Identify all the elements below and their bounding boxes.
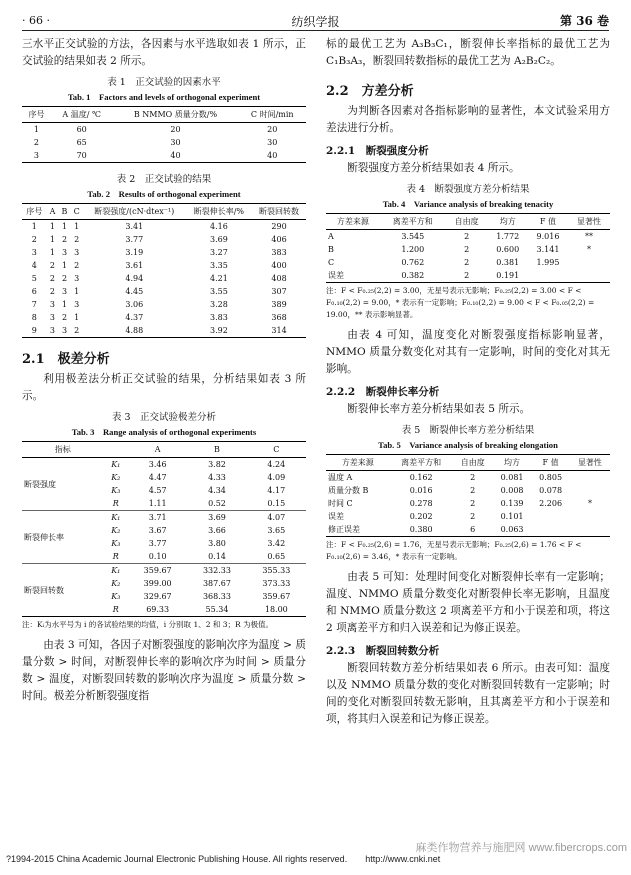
- table-cell: 2: [49, 287, 55, 296]
- table-header: A 温度/ ℃: [51, 107, 112, 123]
- table-cell: 3.19: [125, 248, 144, 257]
- table-cell: 3: [49, 313, 55, 322]
- table-cell: 8: [31, 313, 37, 322]
- table-cell: 4.94: [125, 274, 144, 283]
- table-cell: 2: [61, 313, 68, 322]
- table-cell: 387.67: [202, 579, 231, 588]
- table-cell: 0.191: [496, 271, 520, 280]
- table-cell: 1.200: [401, 245, 425, 254]
- table5-caption-en: Tab. 5 Variance analysis of breaking elongation: [378, 440, 558, 450]
- table-cell: 0.52: [187, 497, 246, 511]
- table-cell: 2: [74, 326, 80, 335]
- table-cell: 1: [33, 125, 39, 134]
- paragraph: 标的最优工艺为 A₃B₃C₁，断裂伸长率指标的最优工艺为 C₁B₃A₃，断裂回转数指标的最优工艺为 A₂B₂C₂。: [326, 38, 610, 67]
- table-row: [22, 511, 306, 525]
- table-cell: K₃: [111, 592, 121, 601]
- table-cell: 3.141: [536, 245, 560, 254]
- page-header: [22, 8, 609, 31]
- subsection-heading: 2.2.3 断裂回转数分析: [326, 645, 440, 657]
- table1-caption-en: Tab. 1 Factors and levels of orthogonal experiment: [67, 92, 261, 102]
- table-cell: 359.67: [262, 592, 291, 601]
- table-cell: 0.381: [496, 258, 520, 267]
- table-header: C: [71, 204, 83, 220]
- table-cell: 60: [76, 125, 87, 134]
- table-cell: 65: [76, 138, 87, 147]
- table-cell: 0.15: [247, 497, 306, 511]
- table-cell: 4.45: [125, 287, 144, 296]
- table-cell: [570, 471, 610, 485]
- table-cell: 4.16: [209, 222, 228, 231]
- table1: [22, 106, 306, 163]
- table-header: [104, 442, 128, 458]
- table-cell: [570, 484, 610, 497]
- table-cell: 1: [61, 261, 68, 270]
- table-cell: 0.278: [409, 499, 433, 508]
- table-cell: 4.17: [267, 486, 286, 495]
- table5-note: 注：F < F₀.₂₅(2,6) = 1.76，无星号表示无影响；F₀.₂₅(2,6) = 1.76 < F < F₀.₁₀(2,6) = 3.46，* 表示有一定影响。: [326, 540, 582, 561]
- table-row: [326, 497, 610, 510]
- table-cell: 3.55: [209, 287, 228, 296]
- table-cell: 3: [74, 274, 80, 283]
- table-row: [22, 259, 306, 272]
- table-cell: **: [585, 232, 594, 241]
- table2: [22, 203, 306, 338]
- table-cell: 4.09: [267, 473, 286, 482]
- table-cell: 4.34: [208, 486, 226, 495]
- table-cell: 55.34: [205, 605, 229, 614]
- table-cell: 0.101: [500, 512, 524, 521]
- table-cell: K₁: [111, 513, 121, 522]
- table-cell: 1: [49, 222, 55, 231]
- table-cell: K₁: [111, 566, 121, 575]
- table-cell: 307: [271, 287, 287, 296]
- table-header: B: [187, 442, 246, 458]
- table-cell: 3.80: [208, 539, 226, 548]
- table1-caption: 表 1 正交试验的因素水平: [107, 77, 221, 88]
- table-header: 序号: [22, 107, 51, 123]
- table-cell: 3.42: [267, 539, 286, 548]
- section-heading: 2.1 极差分析: [22, 352, 110, 367]
- table-cell: 2: [61, 274, 68, 283]
- table-cell: 2: [74, 261, 80, 270]
- table-header: 断裂回转数: [252, 204, 306, 220]
- table-cell: 4.37: [125, 313, 144, 322]
- table-cell: B: [328, 245, 334, 254]
- table-cell: 修正误差: [328, 525, 360, 534]
- table-cell: [568, 256, 610, 269]
- table-cell: 70: [76, 151, 87, 160]
- table-cell: 6: [31, 287, 37, 296]
- table-cell: 1: [61, 300, 68, 309]
- table-row: [326, 523, 610, 537]
- table-cell: 0.10: [128, 550, 187, 564]
- table-row: [326, 256, 610, 269]
- table-header: 显著性: [570, 455, 610, 471]
- table3: [22, 441, 306, 617]
- table-row: [22, 285, 306, 298]
- table-cell: 3: [33, 151, 39, 160]
- paragraph: 由表 5 可知：处理时间变化对断裂伸长率有一定影响；温度、NMMO 质量分数变化对断裂伸长率无影响，且温度和 NMMO 质量分数这 2 项离差平方和小于误差和项，将这 2 项离差平方和归入误差和记为修正误差。: [326, 571, 610, 634]
- table-cell: 332.33: [202, 566, 231, 575]
- table-cell: 3.41: [125, 222, 144, 231]
- table-cell: K₂: [111, 579, 121, 588]
- table-cell: 2: [31, 235, 37, 244]
- table5-caption: 表 5 断裂伸长率方差分析结果: [401, 425, 535, 436]
- table-cell: 389: [271, 300, 287, 309]
- table-cell: 3: [61, 326, 68, 335]
- table-cell: 383: [271, 248, 287, 257]
- paragraph: 断裂强度方差分析结果如表 4 所示。: [347, 162, 520, 174]
- table-row: [22, 564, 306, 578]
- table-cell: 0.202: [409, 512, 433, 521]
- table-cell: 3: [74, 248, 80, 257]
- table-cell: 2: [464, 245, 470, 254]
- table-cell: 4.21: [209, 274, 228, 283]
- table-cell: 4.33: [208, 473, 226, 482]
- section-heading: 2.2 方差分析: [326, 84, 414, 99]
- table-cell: 1.11: [128, 497, 187, 511]
- table4: [326, 213, 610, 283]
- table-cell: 3.83: [209, 313, 228, 322]
- indicator-name: 断裂强度: [22, 458, 104, 511]
- subsection-heading: 2.2.2 断裂伸长率分析: [326, 386, 440, 398]
- table4-caption: 表 4 断裂强度方差分析结果: [406, 184, 530, 195]
- table-cell: 4.88: [125, 326, 144, 335]
- table-cell: 3.35: [209, 261, 228, 270]
- table-cell: K₂: [111, 526, 121, 535]
- table3-caption-en: Tab. 3 Range analysis of orthogonal experiments: [71, 427, 257, 437]
- table-cell: 2: [464, 232, 470, 241]
- table-cell: 20: [267, 125, 278, 134]
- table-cell: *: [587, 245, 592, 254]
- table-cell: 0.081: [500, 473, 524, 482]
- table-cell: 290: [271, 222, 287, 231]
- table-cell: 355.33: [262, 566, 291, 575]
- table5: [326, 454, 610, 537]
- table-cell: 2: [61, 235, 68, 244]
- table-row: [22, 458, 306, 472]
- table-cell: 3: [74, 300, 80, 309]
- paragraph: 为判断各因素对各指标影响的显著性，本文试验采用方差法进行分析。: [326, 105, 610, 134]
- table-cell: 7: [31, 300, 37, 309]
- table-cell: 4.57: [148, 486, 167, 495]
- table-cell: K₃: [111, 539, 121, 548]
- table2-caption-en: Tab. 2 Results of orthogonal experiment: [87, 189, 241, 199]
- table-cell: 2: [464, 258, 470, 267]
- indicator-name: 断裂伸长率: [22, 511, 104, 564]
- table-cell: K₃: [111, 486, 121, 495]
- table3-note: 注：Kᵢ为水平号为 i 的各试验结果的均值，i 分别取 1、2 和 3；R 为极值。: [22, 620, 274, 629]
- table-cell: K₁: [111, 460, 121, 469]
- page-number: · 66 ·: [22, 14, 50, 27]
- paragraph: 断裂伸长率方差分析结果如表 5 所示。: [347, 403, 531, 415]
- table-row: [22, 136, 306, 149]
- table-cell: 373.33: [262, 579, 291, 588]
- journal-name: 纺织学报: [291, 15, 340, 29]
- left-column: [22, 36, 306, 709]
- table-cell: 400: [271, 261, 287, 270]
- table-cell: 368: [271, 313, 287, 322]
- table-cell: 359.67: [143, 566, 172, 575]
- table-cell: 0.139: [500, 499, 524, 508]
- table-cell: 1: [49, 248, 55, 257]
- table-cell: 3.69: [208, 513, 226, 522]
- table-cell: 3: [61, 248, 68, 257]
- table-row: [22, 311, 306, 324]
- table-cell: 0.008: [500, 486, 524, 495]
- table-cell: 0.805: [539, 473, 563, 482]
- table-cell: 329.67: [143, 592, 172, 601]
- table-cell: [570, 510, 610, 523]
- table-header: 断裂伸长率/%: [186, 204, 252, 220]
- table-cell: 2: [470, 473, 476, 482]
- table-cell: 40: [267, 151, 278, 160]
- table-cell: *: [587, 499, 592, 508]
- table-header: B: [58, 204, 70, 220]
- table4-caption-en: Tab. 4 Variance analysis of breaking tenacity: [382, 199, 554, 209]
- table-header: 均方: [493, 455, 532, 471]
- right-column: [326, 36, 610, 732]
- table-cell: 69.33: [146, 605, 170, 614]
- table-cell: 2: [464, 271, 470, 280]
- table-cell: 3.82: [208, 460, 226, 469]
- table-header: C 时间/min: [239, 107, 306, 123]
- table-cell: A: [328, 232, 334, 241]
- table-cell: 时间 C: [328, 499, 353, 508]
- table-cell: 3: [49, 326, 55, 335]
- table-cell: 3.77: [125, 235, 144, 244]
- table-cell: 3: [49, 300, 55, 309]
- watermark: 麻类作物营养与施肥网 www.fibercrops.com: [415, 842, 627, 854]
- table-row: [22, 233, 306, 246]
- table-cell: R: [104, 550, 128, 564]
- table-cell: 质量分数 B: [328, 486, 369, 495]
- table-cell: 3.28: [209, 300, 228, 309]
- table-row: [326, 243, 610, 256]
- table-cell: 2: [470, 499, 476, 508]
- table-cell: 18.00: [264, 605, 288, 614]
- table-header: 序号: [22, 204, 46, 220]
- table-row: [326, 510, 610, 523]
- table-cell: 9: [31, 326, 37, 335]
- table-row: [22, 220, 306, 234]
- table-header: 离差平方和: [380, 214, 446, 230]
- table-header: 指标: [22, 442, 104, 458]
- table-cell: 2: [33, 138, 39, 147]
- paragraph: 断裂回转数方差分析结果如表 6 所示。由表可知：温度以及 NMMO 质量分数的变化对断裂回转数有一定影响；时间的变化对断裂回转数无影响，且其离差平方和小于误差和项，将其归入误差和记为修正误差。: [326, 662, 610, 725]
- table-header: 离差平方和: [390, 455, 453, 471]
- table-cell: 3.66: [208, 526, 226, 535]
- table-cell: [570, 523, 610, 537]
- table-cell: 4: [31, 261, 37, 270]
- table-cell: 30: [170, 138, 181, 147]
- table-cell: 2.206: [539, 499, 563, 508]
- table-header: F 值: [531, 455, 570, 471]
- subsection-heading: 2.2.1 断裂强度分析: [326, 145, 429, 157]
- table-header: A: [46, 204, 58, 220]
- table-cell: 1.772: [496, 232, 520, 241]
- table-header: 断裂强度/(cN·dtex⁻¹): [83, 204, 186, 220]
- table-cell: 3.92: [209, 326, 228, 335]
- table-header: B NMMO 质量分数/%: [112, 107, 238, 123]
- table-cell: 0.14: [187, 550, 246, 564]
- table-cell: [531, 523, 570, 537]
- table-cell: 1: [74, 313, 80, 322]
- table-cell: 3.65: [267, 526, 286, 535]
- paragraph: 由表 4 可知，温度变化对断裂强度指标影响显著，NMMO 质量分数变化对其有一定影响，时间的变化对其无影响。: [326, 329, 610, 375]
- table-cell: 3.77: [148, 539, 167, 548]
- table-cell: 3.46: [148, 460, 167, 469]
- table-cell: 3.27: [209, 248, 228, 257]
- table-cell: 399.00: [143, 579, 172, 588]
- table-cell: 1.995: [536, 258, 560, 267]
- table-cell: [531, 510, 570, 523]
- table-cell: 0.382: [401, 271, 425, 280]
- table-cell: 2: [74, 235, 80, 244]
- table-header: A: [128, 442, 187, 458]
- table-cell: 40: [170, 151, 181, 160]
- table-cell: 0.078: [539, 486, 563, 495]
- table-cell: 0.600: [496, 245, 520, 254]
- table-cell: 368.33: [202, 592, 231, 601]
- table-row: [22, 246, 306, 259]
- table-cell: 2: [470, 486, 476, 495]
- table-row: [326, 484, 610, 497]
- table-row: [22, 149, 306, 163]
- table-cell: [568, 269, 610, 283]
- table-row: [22, 123, 306, 137]
- table-cell: 0.65: [247, 550, 306, 564]
- table-cell: 3.71: [148, 513, 167, 522]
- table-cell: 3.61: [125, 261, 144, 270]
- table-row: [22, 298, 306, 311]
- table-cell: 3.545: [401, 232, 425, 241]
- table-cell: 4.07: [267, 513, 286, 522]
- table-header: 方差来源: [326, 455, 390, 471]
- table-header: 均方: [488, 214, 528, 230]
- table-header: 显著性: [568, 214, 610, 230]
- table-cell: 0.063: [500, 525, 524, 534]
- table-header: 自由度: [453, 455, 493, 471]
- table-cell: 4.47: [148, 473, 167, 482]
- table-cell: 1: [49, 235, 55, 244]
- table-header: F 值: [528, 214, 568, 230]
- table-row: [326, 471, 610, 485]
- table-cell: 3: [61, 287, 68, 296]
- paragraph: 由表 3 可知，各因子对断裂强度的影响次序为温度 > 质量分数 > 时间，对断裂伸长率的影响次序为时间 > 质量分数 > 温度，对断裂回转数的影响次序为温度 > 质量分数 > 时间。极差分析断裂强度指: [22, 639, 306, 702]
- table2-caption: 表 2 正交试验的结果: [116, 174, 212, 185]
- table-cell: 30: [267, 138, 278, 147]
- volume-label: 第 36 卷: [559, 14, 609, 28]
- table-header: 方差来源: [326, 214, 380, 230]
- table-cell: 0.762: [401, 258, 425, 267]
- table-cell: 误差: [328, 512, 344, 521]
- table-row: [326, 269, 610, 283]
- table-cell: 5: [31, 274, 37, 283]
- paragraph: 三水平正交试验的方法，各因素与水平选取如表 1 所示，正交试验的结果如表 2 所示。: [22, 38, 306, 67]
- table-cell: 314: [271, 326, 287, 335]
- table-cell: 0.380: [409, 525, 433, 534]
- paragraph: 利用极差法分析正交试验的结果，分析结果如表 3 所示。: [22, 373, 306, 402]
- table-cell: 1: [61, 222, 68, 231]
- table-cell: 3.69: [209, 235, 228, 244]
- table-cell: 1: [31, 222, 37, 231]
- table-cell: R: [104, 497, 128, 511]
- table-cell: 20: [170, 125, 181, 134]
- table-cell: 3.06: [125, 300, 144, 309]
- table-row: [326, 230, 610, 244]
- table-cell: 温度 A: [328, 473, 353, 482]
- table-row: [22, 272, 306, 285]
- table-cell: 9.016: [536, 232, 560, 241]
- table-cell: 408: [271, 274, 287, 283]
- table-cell: 1: [74, 287, 80, 296]
- table-cell: 0.016: [409, 486, 433, 495]
- table-cell: 2: [49, 274, 55, 283]
- table-cell: 6: [470, 525, 476, 534]
- copyright-footer: ?1994-2015 China Academic Journal Electronic Publishing House. All rights reserved. http://www.cnki.net: [6, 854, 441, 864]
- table-cell: K₂: [111, 473, 121, 482]
- table-cell: 2: [470, 512, 476, 521]
- table-cell: 误差: [328, 271, 344, 280]
- table-cell: 406: [271, 235, 287, 244]
- indicator-name: 断裂回转数: [24, 585, 64, 595]
- table3-caption: 表 3 正交试验极差分析: [111, 412, 217, 423]
- table-cell: 3.67: [148, 526, 167, 535]
- table-cell: R: [112, 605, 119, 614]
- table-cell: 0.162: [409, 473, 433, 482]
- table-cell: C: [328, 258, 335, 267]
- table-cell: 3: [31, 248, 37, 257]
- table-cell: 4.24: [267, 460, 286, 469]
- table-header: C: [247, 442, 306, 458]
- table-row: [22, 324, 306, 338]
- table-cell: 2: [49, 261, 55, 270]
- table4-note: 注：F < F₀.₂₅(2,2) = 3.00，无星号表示无影响；F₀.₂₅(2,2) = 3.00 < F < F₀.₁₀(2,2) = 9.00，* 表示有一定影响；F₀.₁₀(2,2) = 9.00 < F < F₀.₀₅(2,2) = 19.00，** 表示影响显著。: [326, 286, 595, 319]
- table-cell: 1: [74, 222, 80, 231]
- table-cell: [528, 269, 568, 283]
- table-header: 自由度: [446, 214, 488, 230]
